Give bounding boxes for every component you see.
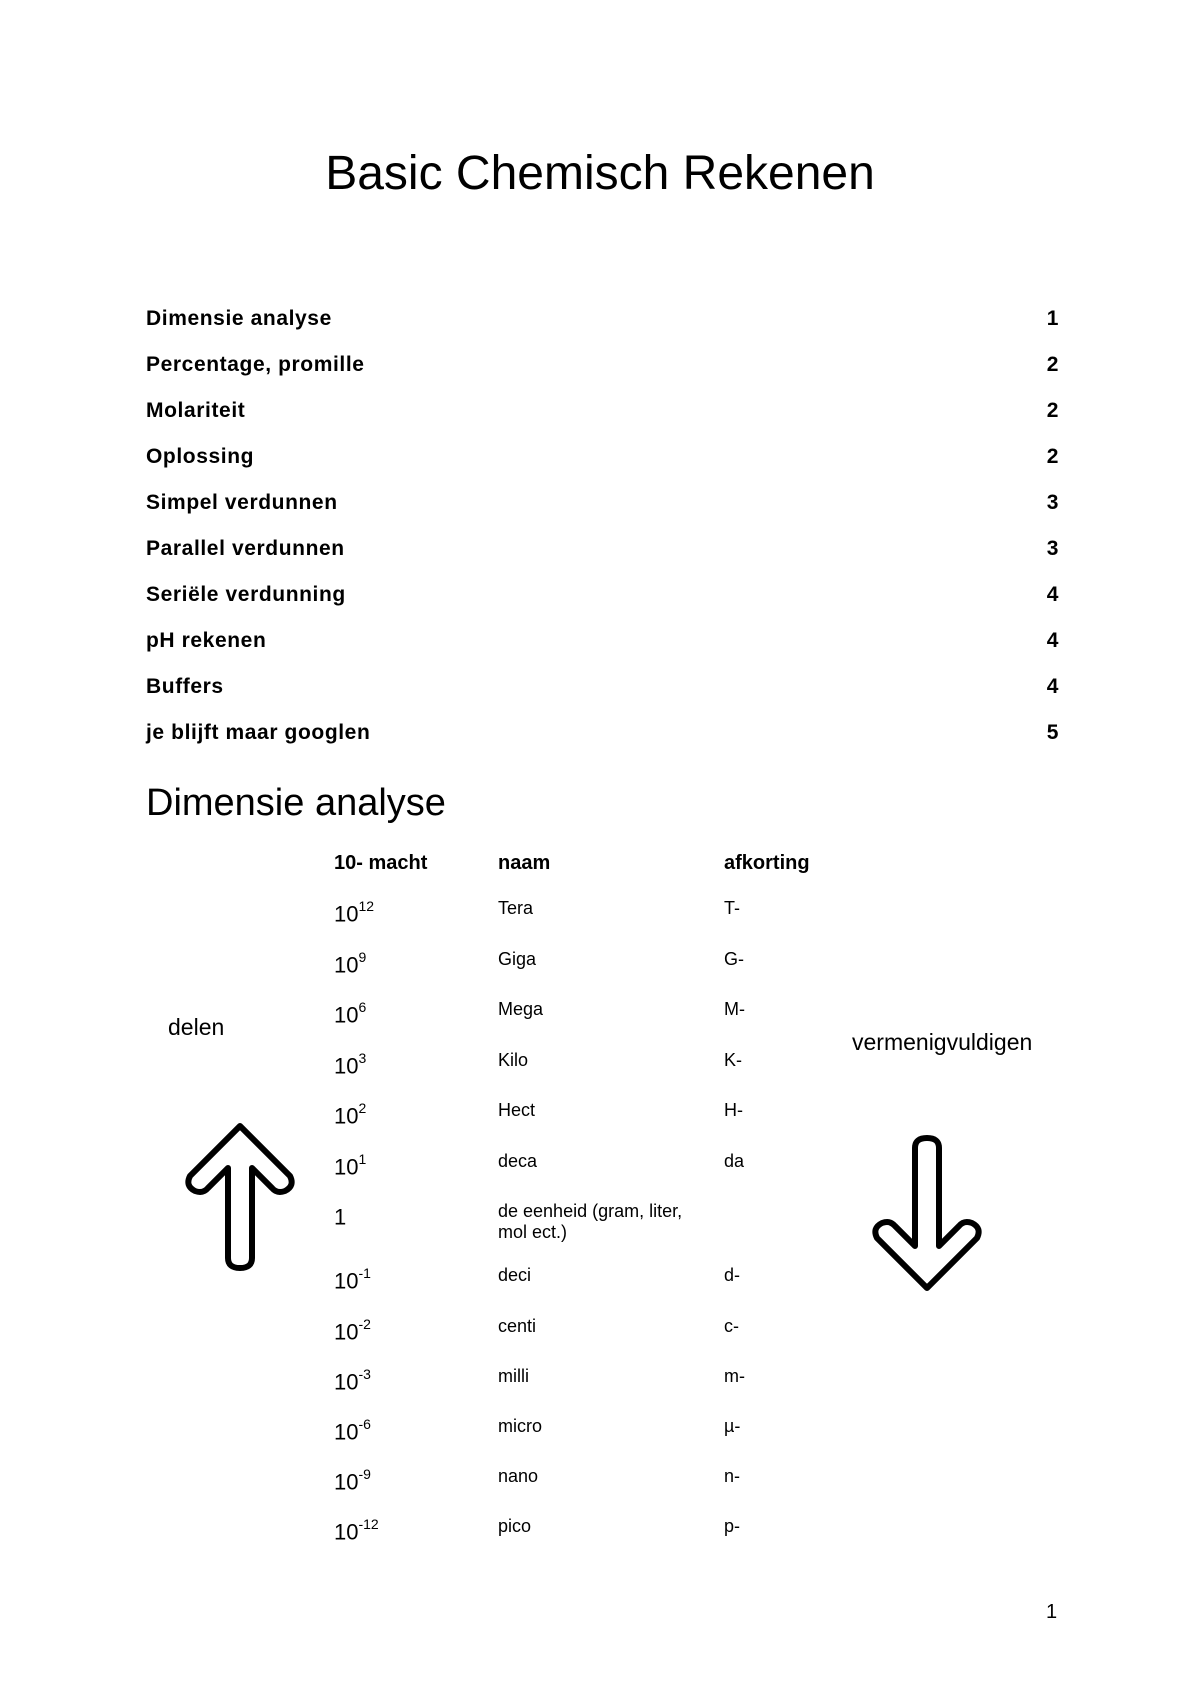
- power-base: 10: [334, 1519, 359, 1545]
- name-cell: centi: [498, 1316, 537, 1336]
- toc-item[interactable]: [146, 347, 1059, 393]
- power-base: 10: [334, 1268, 359, 1294]
- power-base: 10: [334, 1002, 359, 1028]
- abbr-cell: M-: [724, 999, 745, 1019]
- table-row: [0, 1201, 1200, 1251]
- toc-page-number: 2: [1046, 353, 1059, 376]
- name-cell: nano: [498, 1466, 539, 1486]
- toc-item[interactable]: [146, 577, 1059, 623]
- toc-item[interactable]: [146, 301, 1059, 347]
- page-title: Basic Chemisch Rekenen: [325, 147, 875, 200]
- power-base: 10: [334, 952, 359, 978]
- table-of-contents: [146, 301, 1059, 761]
- power-exponent: -6: [358, 1416, 371, 1432]
- toc-label: Seriële verdunning: [146, 583, 346, 606]
- table-row: [0, 1516, 1200, 1566]
- power-cell: [334, 1318, 371, 1345]
- power-exponent: 6: [358, 999, 367, 1015]
- power-cell: [334, 1102, 366, 1129]
- power-cell: [334, 1418, 371, 1445]
- abbr-cell: G-: [724, 949, 744, 969]
- toc-label: Parallel verdunnen: [146, 537, 345, 560]
- toc-label: Molariteit: [146, 399, 246, 422]
- toc-item[interactable]: [146, 715, 1059, 761]
- left-side-label: delen: [168, 1014, 225, 1040]
- toc-label: je blijft maar googlen: [146, 721, 371, 744]
- name-cell: Kilo: [498, 1050, 529, 1070]
- power-cell: [334, 1052, 366, 1079]
- toc-page-number: 3: [1046, 491, 1059, 514]
- table-row: [0, 1151, 1200, 1201]
- name-cell: deca: [498, 1151, 538, 1171]
- abbr-cell: d-: [724, 1265, 741, 1285]
- power-cell: [334, 1153, 366, 1180]
- name-cell: Mega: [498, 999, 544, 1019]
- power-exponent: 1: [358, 1151, 367, 1167]
- page-number: 1: [1046, 1601, 1058, 1623]
- right-side-label: vermenigvuldigen: [852, 1029, 1033, 1055]
- power-exponent: -1: [358, 1265, 371, 1281]
- abbr-cell: m-: [724, 1366, 745, 1386]
- power-exponent: -3: [358, 1366, 371, 1382]
- power-exponent: 12: [358, 898, 375, 914]
- power-base: 1: [334, 1204, 347, 1230]
- toc-page-number: 2: [1046, 399, 1059, 422]
- power-exponent: 2: [358, 1100, 367, 1116]
- power-base: 10: [334, 1419, 359, 1445]
- power-exponent: 3: [358, 1050, 367, 1066]
- toc-item[interactable]: [146, 669, 1059, 715]
- toc-page-number: 4: [1046, 675, 1059, 698]
- toc-item[interactable]: [146, 623, 1059, 669]
- toc-label: Buffers: [146, 675, 224, 698]
- power-cell: [334, 1001, 366, 1028]
- column-header-abbr: afkorting: [724, 852, 810, 874]
- toc-page-number: 1: [1046, 307, 1059, 330]
- abbr-cell: n-: [724, 1466, 741, 1486]
- table-row: [0, 1100, 1200, 1150]
- power-cell: [334, 900, 374, 927]
- power-base: 10: [334, 1369, 359, 1395]
- table-row: [0, 1316, 1200, 1366]
- name-cell: micro: [498, 1416, 542, 1436]
- name-cell: pico: [498, 1516, 532, 1536]
- power-cell: [334, 1267, 371, 1294]
- toc-label: Dimensie analyse: [146, 307, 332, 330]
- toc-page-number: 3: [1046, 537, 1059, 560]
- abbr-cell: p-: [724, 1516, 741, 1536]
- abbr-cell: da: [724, 1151, 745, 1171]
- toc-page-number: 4: [1046, 629, 1059, 652]
- table-row: [0, 898, 1200, 948]
- power-base: 10: [334, 901, 359, 927]
- abbr-cell: H-: [724, 1100, 743, 1120]
- power-base: 10: [334, 1154, 359, 1180]
- abbr-cell: c-: [724, 1316, 739, 1336]
- abbr-cell: µ-: [724, 1416, 741, 1436]
- toc-page-number: 4: [1046, 583, 1059, 606]
- column-header-power: 10- macht: [334, 852, 428, 874]
- abbr-cell: K-: [724, 1050, 742, 1070]
- table-row: [0, 1050, 1200, 1100]
- table-row: [0, 949, 1200, 999]
- power-exponent: 9: [358, 949, 367, 965]
- toc-item[interactable]: [146, 531, 1059, 577]
- toc-page-number: 5: [1046, 721, 1059, 744]
- table-row: [0, 1416, 1200, 1466]
- power-exponent: -2: [358, 1316, 371, 1332]
- arrow-up-icon: [184, 1122, 296, 1272]
- toc-label: Percentage, promille: [146, 353, 365, 376]
- section-heading: Dimensie analyse: [146, 782, 446, 824]
- power-base: 10: [334, 1103, 359, 1129]
- table-row: [0, 1265, 1200, 1315]
- name-cell: de eenheid (gram, liter, mol ect.): [498, 1201, 683, 1242]
- name-cell: Tera: [498, 898, 534, 918]
- power-base: 10: [334, 1053, 359, 1079]
- toc-item[interactable]: [146, 439, 1059, 485]
- table-row: [0, 1466, 1200, 1516]
- name-cell: Hect: [498, 1100, 536, 1120]
- power-cell: [334, 1203, 346, 1230]
- toc-page-number: 2: [1046, 445, 1059, 468]
- toc-label: Oplossing: [146, 445, 255, 468]
- name-cell: Giga: [498, 949, 537, 969]
- toc-label: Simpel verdunnen: [146, 491, 338, 514]
- name-cell: deci: [498, 1265, 532, 1285]
- table-row: [0, 1366, 1200, 1416]
- name-cell: milli: [498, 1366, 529, 1386]
- power-exponent: -9: [358, 1466, 371, 1482]
- toc-label: pH rekenen: [146, 629, 267, 652]
- power-base: 10: [334, 1469, 359, 1495]
- abbr-cell: T-: [724, 898, 740, 918]
- arrow-down-icon: [871, 1134, 983, 1292]
- power-cell: [334, 1518, 379, 1545]
- power-base: 10: [334, 1319, 359, 1345]
- power-cell: [334, 951, 366, 978]
- power-exponent: -12: [358, 1516, 379, 1532]
- toc-item[interactable]: [146, 485, 1059, 531]
- power-cell: [334, 1468, 371, 1495]
- column-header-name: naam: [498, 852, 551, 874]
- power-cell: [334, 1368, 371, 1395]
- toc-item[interactable]: [146, 393, 1059, 439]
